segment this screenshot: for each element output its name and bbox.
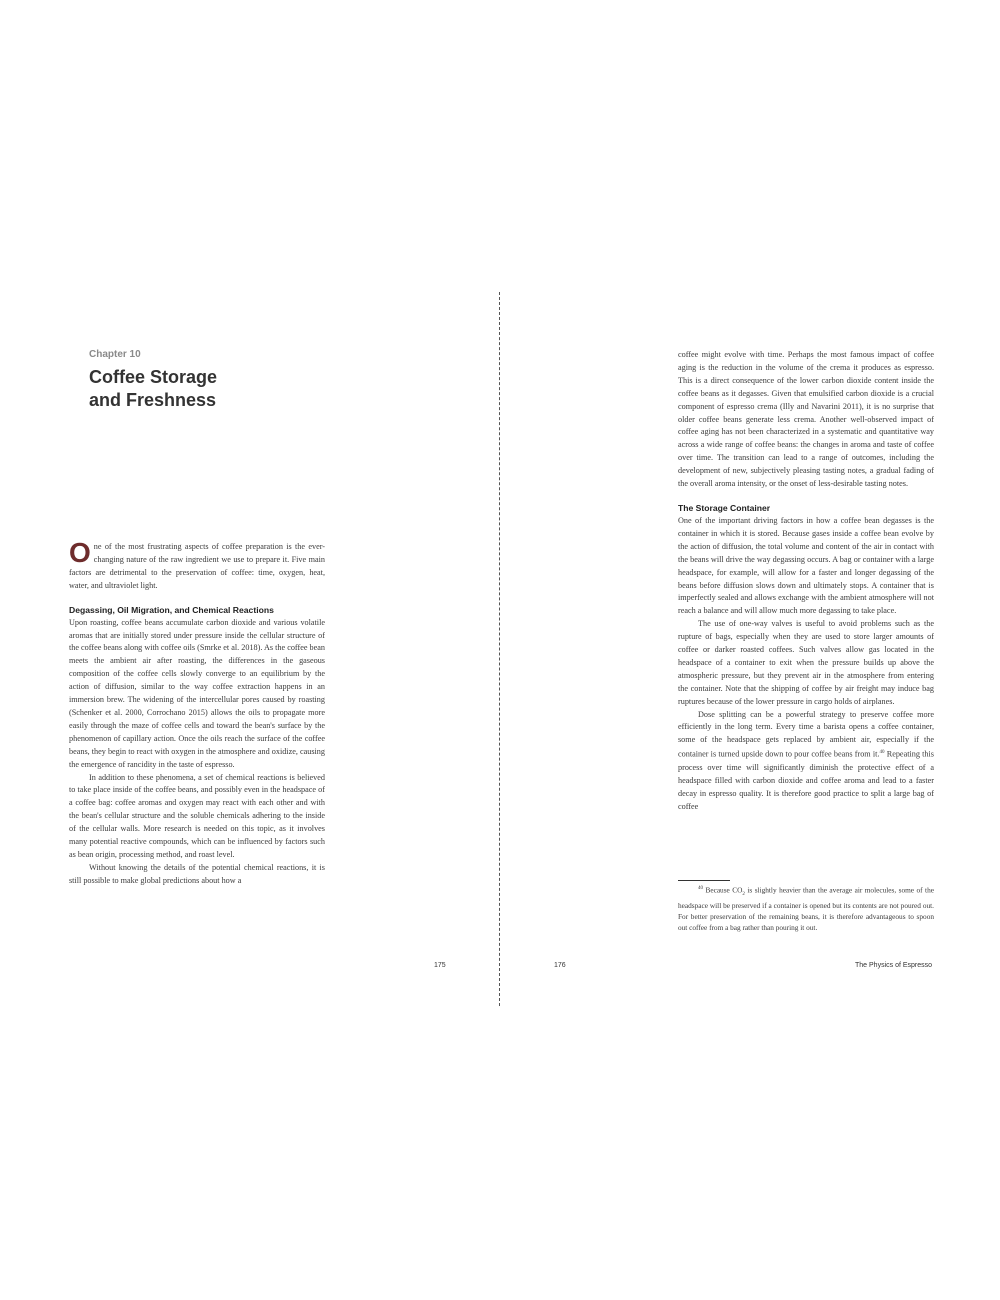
chapter-title (89, 366, 309, 412)
body-paragraph: Without knowing the details of the potential chemical reactions, it is still possible to make global predictions about how a (69, 862, 325, 885)
page-number-right: 176 (554, 962, 566, 969)
footnote-rule (678, 880, 730, 881)
intro-paragraph (69, 537, 325, 593)
section-heading-degassing: Degassing, Oil Migration, and Chemical Reactions (69, 604, 274, 615)
footnote (678, 883, 934, 933)
body-paragraph: coffee might evolve with time. Perhaps the most famous impact of coffee aging is the reduction in the volume of the crema it produces as espresso. This is a direct consequence of the lower carbon dioxide content inside the coffee beans as it degasses. Given that emulsified carbon dioxide is a crucial component of espresso crema (Illy and Navarini 2011), it is no surprise that older coffee beans generate less crema. Another well-observed impact of coffee aging has not been characterized in a systematic and quantitative way across a wide range of coffee beans: the changes in aroma and taste of coffee over time. The transition can lead to a range of outcomes, including the development of new, subjectively pleasing tasting notes, a gradual fading of the overall aroma intensity, or the onset of less-desirable tasting notes. (678, 350, 934, 489)
intro-text: ne of the most frustrating aspects of coffee preparation is the ever-changing nature of the raw ingredient we use to prepare it. Five main factors are detrimental to the preservation of coffee: time, oxygen, heat, water, and ultraviolet light. (69, 542, 325, 590)
chapter-title-line-1: Coffee Storage (89, 367, 218, 387)
section-heading-storage-container: The Storage Container (678, 502, 771, 513)
body-paragraph: Upon roasting, coffee beans accumulate carbon dioxide and various volatile aromas that are initially stored under pressure inside the cellular structure of the coffee beans along with coffee oils (Smrke et al. 2018). As the coffee bean meets the ambient air after roasting, the differences in the gaseous composition of the coffee cells slowly converge to an equilibrium by the action of diffusion, similar to the way coffee extraction happens in an immersion brew. The widening of the intercellular pores caused by roasting (Schenker et al. 2000, Corrochano 2015) allows the oils to propagate more easily through the maze of coffee cells and toward the bean's surface by the phenomenon of capillary action. Once the oils reach the surface of the coffee beans, they begin to react with oxygen in the atmosphere and oxidize, causing the emergence of rancidity in the taste of espresso. (69, 617, 325, 769)
body-paragraph (678, 709, 934, 814)
right-page-body (678, 349, 934, 814)
drop-cap: O (69, 537, 91, 568)
footnote-text: Because CO (703, 885, 743, 895)
left-page-body (69, 537, 325, 888)
chapter-label: Chapter 10 (89, 349, 141, 360)
footnote-subscript: 2 (742, 891, 745, 897)
running-footer: The Physics of Espresso (855, 962, 933, 969)
body-paragraph: In addition to these phenomena, a set of chemical reactions is believed to take place inside of the coffee beans, and possibly even in the headspace of a coffee bag: coffee aromas and oxygen may react with each other and with the bean's cellular structure and the soluble chemicals adhering to the inside of the cellular walls. More research is needed on this topic, as it involves many potential reactive compounds, which can be influenced by factors such as bean origin, processing method, and roast level. (69, 772, 325, 859)
body-text: Repeating this process over time will significantly diminish the protective effect of a headspace filled with carbon dioxide and coffee aroma and lead to a faster decay in espresso quality. It is therefore good practice to split a large bag of coffee (678, 750, 934, 811)
body-text: Dose splitting can be a powerful strategy to preserve coffee more efficiently in the long term. Every time a barista opens a coffee container, some of the headspace gets replaced by ambient air, especially if the container is turned upside down to pour coffee beans from it. (678, 709, 934, 760)
page-gutter-divider (499, 292, 500, 1006)
body-paragraph: The use of one-way valves is useful to avoid problems such as the rupture of bags, especially when they are used to store larger amounts of coffee or darker roasted coffees. Such valves allow gas located in the headspace of a container to exit when the pressure builds up above the atmospheric pressure, but they prevent air in the atmosphere from entering the container. Note that the shipping of coffee by air freight may induce bag ruptures because of the lower pressure in cargo holds of airplanes. (678, 619, 934, 706)
chapter-title-line-2: and Freshness (89, 390, 217, 410)
body-paragraph: One of the important driving factors in how a coffee bean degasses is the container in which it is stored. Because gases inside a coffee bean evolve by the action of diffusion, the total volume and content of the air in contact with the beans will drive the way degassing occurs. A bag or container with a large headspace, for example, will allow for a faster and longer degassing of the beans before diffusion slows down and ultimately stops. A container that is imperfectly sealed and allows exchange with the ambient atmosphere will not reach a balance and will allow much more degassing to take place. (678, 515, 934, 616)
footnote-number: 40 (698, 886, 703, 891)
footnote-reference: 40 (879, 750, 885, 756)
page-number-left: 175 (434, 962, 446, 969)
footnote-text: is slightly heavier than the average air molecules, some of the headspace will be preserved if a container is opened but its contents are not poured out. For better preservation of the remaining beans, it is therefore advantageous to spoon out coffee from a bag rather than pouring it out. (678, 885, 934, 932)
